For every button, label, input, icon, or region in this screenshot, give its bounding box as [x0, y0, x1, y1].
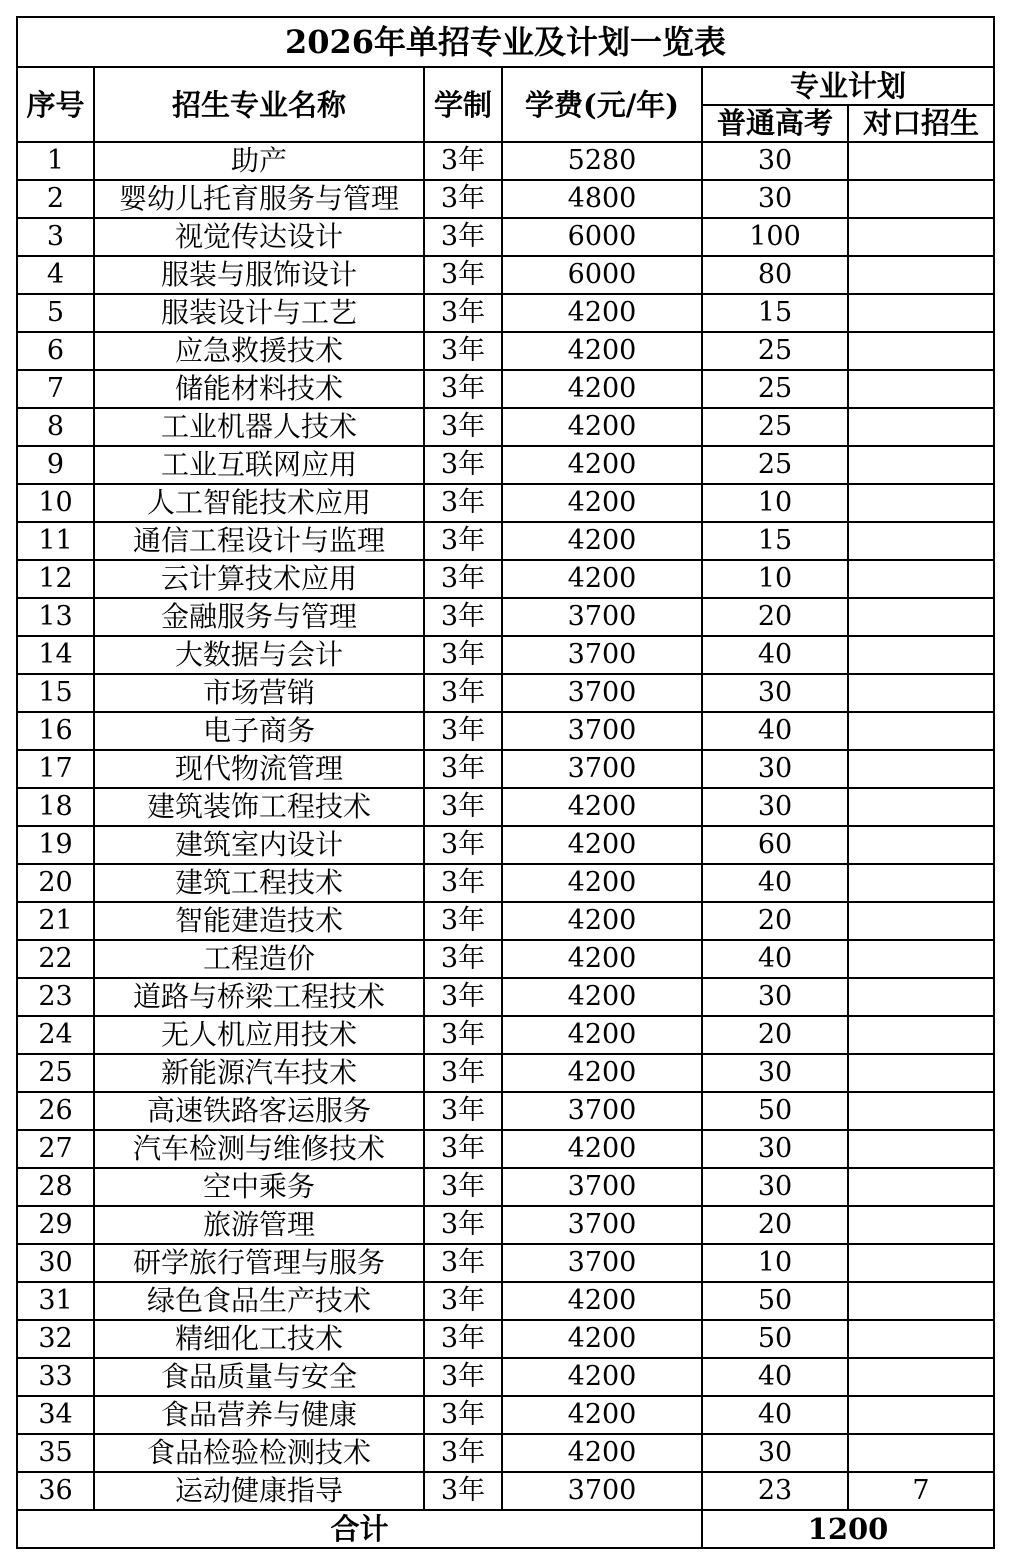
cell-plan-vocational [848, 484, 994, 522]
cell-fee: 3700 [502, 598, 702, 636]
cell-plan-vocational [848, 1320, 994, 1358]
cell-major: 人工智能技术应用 [94, 484, 424, 522]
header-plan-general: 普通高考 [702, 105, 848, 142]
cell-seq: 30 [17, 1244, 94, 1282]
cell-seq: 16 [17, 712, 94, 750]
total-row [17, 1510, 994, 1548]
cell-seq: 11 [17, 522, 94, 560]
cell-fee: 4200 [502, 560, 702, 598]
table-row [17, 826, 994, 864]
table-row [17, 1282, 994, 1320]
cell-fee: 6000 [502, 256, 702, 294]
cell-seq: 36 [17, 1472, 94, 1510]
cell-seq: 25 [17, 1054, 94, 1092]
cell-major: 工业机器人技术 [94, 408, 424, 446]
cell-seq: 29 [17, 1206, 94, 1244]
cell-seq: 34 [17, 1396, 94, 1434]
cell-seq: 31 [17, 1282, 94, 1320]
cell-major: 旅游管理 [94, 1206, 424, 1244]
table-row [17, 1244, 994, 1282]
cell-plan-vocational [848, 446, 994, 484]
cell-duration: 3年 [424, 446, 502, 484]
cell-plan-vocational [848, 1206, 994, 1244]
cell-seq: 18 [17, 788, 94, 826]
cell-duration: 3年 [424, 1206, 502, 1244]
table-row [17, 332, 994, 370]
cell-duration: 3年 [424, 294, 502, 332]
cell-plan-general: 50 [702, 1092, 848, 1130]
table-row [17, 1130, 994, 1168]
cell-plan-vocational [848, 902, 994, 940]
cell-plan-general: 20 [702, 1016, 848, 1054]
title-row [17, 17, 994, 67]
cell-plan-vocational [848, 598, 994, 636]
cell-seq: 35 [17, 1434, 94, 1472]
cell-plan-general: 25 [702, 408, 848, 446]
table-row [17, 902, 994, 940]
cell-fee: 4200 [502, 446, 702, 484]
cell-duration: 3年 [424, 1244, 502, 1282]
cell-plan-vocational [848, 522, 994, 560]
cell-plan-general: 30 [702, 1168, 848, 1206]
cell-seq: 7 [17, 370, 94, 408]
cell-duration: 3年 [424, 1472, 502, 1510]
header-row [17, 67, 994, 105]
cell-major: 无人机应用技术 [94, 1016, 424, 1054]
table-row [17, 750, 994, 788]
cell-major: 研学旅行管理与服务 [94, 1244, 424, 1282]
cell-plan-vocational [848, 294, 994, 332]
cell-duration: 3年 [424, 864, 502, 902]
cell-seq: 5 [17, 294, 94, 332]
cell-seq: 14 [17, 636, 94, 674]
cell-major: 工程造价 [94, 940, 424, 978]
cell-major: 空中乘务 [94, 1168, 424, 1206]
cell-fee: 3700 [502, 1472, 702, 1510]
cell-plan-general: 20 [702, 902, 848, 940]
cell-plan-general: 40 [702, 1396, 848, 1434]
table-row [17, 484, 994, 522]
cell-major: 食品检验检测技术 [94, 1434, 424, 1472]
cell-duration: 3年 [424, 484, 502, 522]
cell-plan-vocational [848, 1054, 994, 1092]
cell-duration: 3年 [424, 180, 502, 218]
cell-duration: 3年 [424, 598, 502, 636]
table-row [17, 1320, 994, 1358]
cell-duration: 3年 [424, 1016, 502, 1054]
cell-seq: 8 [17, 408, 94, 446]
cell-seq: 28 [17, 1168, 94, 1206]
cell-plan-vocational [848, 674, 994, 712]
total-value: 1200 [702, 1510, 994, 1548]
cell-plan-vocational [848, 256, 994, 294]
cell-plan-vocational [848, 1434, 994, 1472]
cell-major: 运动健康指导 [94, 1472, 424, 1510]
cell-fee: 3700 [502, 1244, 702, 1282]
table-row [17, 788, 994, 826]
cell-seq: 3 [17, 218, 94, 256]
cell-fee: 3700 [502, 1092, 702, 1130]
cell-fee: 4200 [502, 1282, 702, 1320]
table-row [17, 636, 994, 674]
cell-major: 精细化工技术 [94, 1320, 424, 1358]
cell-plan-vocational [848, 180, 994, 218]
cell-seq: 10 [17, 484, 94, 522]
cell-duration: 3年 [424, 370, 502, 408]
cell-major: 储能材料技术 [94, 370, 424, 408]
cell-seq: 32 [17, 1320, 94, 1358]
cell-major: 高速铁路客运服务 [94, 1092, 424, 1130]
cell-duration: 3年 [424, 1358, 502, 1396]
header-major: 招生专业名称 [94, 67, 424, 142]
cell-duration: 3年 [424, 978, 502, 1016]
cell-major: 道路与桥梁工程技术 [94, 978, 424, 1016]
cell-major: 新能源汽车技术 [94, 1054, 424, 1092]
cell-fee: 4800 [502, 180, 702, 218]
cell-plan-vocational [848, 1092, 994, 1130]
table-row [17, 1016, 994, 1054]
cell-seq: 33 [17, 1358, 94, 1396]
cell-plan-general: 20 [702, 1206, 848, 1244]
table-row [17, 294, 994, 332]
table-row [17, 712, 994, 750]
table-row [17, 674, 994, 712]
cell-fee: 4200 [502, 484, 702, 522]
cell-seq: 12 [17, 560, 94, 598]
cell-plan-general: 50 [702, 1320, 848, 1358]
cell-plan-vocational [848, 978, 994, 1016]
cell-major: 服装设计与工艺 [94, 294, 424, 332]
cell-plan-general: 30 [702, 1054, 848, 1092]
cell-fee: 3700 [502, 674, 702, 712]
cell-major: 绿色食品生产技术 [94, 1282, 424, 1320]
cell-plan-general: 60 [702, 826, 848, 864]
cell-plan-general: 25 [702, 332, 848, 370]
cell-duration: 3年 [424, 1320, 502, 1358]
cell-fee: 4200 [502, 408, 702, 446]
cell-seq: 23 [17, 978, 94, 1016]
cell-duration: 3年 [424, 788, 502, 826]
cell-major: 应急救援技术 [94, 332, 424, 370]
table-row [17, 408, 994, 446]
cell-duration: 3年 [424, 408, 502, 446]
cell-plan-vocational [848, 940, 994, 978]
table-row [17, 864, 994, 902]
cell-duration: 3年 [424, 218, 502, 256]
cell-major: 汽车检测与维修技术 [94, 1130, 424, 1168]
cell-major: 建筑工程技术 [94, 864, 424, 902]
cell-fee: 3700 [502, 750, 702, 788]
cell-plan-general: 50 [702, 1282, 848, 1320]
cell-major: 食品营养与健康 [94, 1396, 424, 1434]
cell-fee: 4200 [502, 1054, 702, 1092]
cell-duration: 3年 [424, 1168, 502, 1206]
cell-plan-general: 30 [702, 750, 848, 788]
cell-fee: 4200 [502, 1396, 702, 1434]
cell-duration: 3年 [424, 256, 502, 294]
cell-plan-general: 40 [702, 712, 848, 750]
cell-plan-vocational [848, 826, 994, 864]
cell-duration: 3年 [424, 1396, 502, 1434]
cell-seq: 2 [17, 180, 94, 218]
cell-major: 通信工程设计与监理 [94, 522, 424, 560]
cell-plan-general: 20 [702, 598, 848, 636]
cell-plan-general: 100 [702, 218, 848, 256]
cell-duration: 3年 [424, 902, 502, 940]
cell-duration: 3年 [424, 712, 502, 750]
cell-fee: 5280 [502, 142, 702, 180]
cell-duration: 3年 [424, 1092, 502, 1130]
cell-plan-vocational [848, 218, 994, 256]
cell-major: 建筑室内设计 [94, 826, 424, 864]
cell-plan-vocational [848, 1358, 994, 1396]
table-row [17, 940, 994, 978]
cell-plan-general: 80 [702, 256, 848, 294]
table-row [17, 1358, 994, 1396]
cell-seq: 6 [17, 332, 94, 370]
cell-plan-vocational [848, 560, 994, 598]
cell-plan-general: 30 [702, 788, 848, 826]
table-row [17, 1434, 994, 1472]
cell-seq: 13 [17, 598, 94, 636]
cell-duration: 3年 [424, 1282, 502, 1320]
cell-plan-vocational [848, 750, 994, 788]
cell-fee: 4200 [502, 522, 702, 560]
cell-fee: 4200 [502, 1434, 702, 1472]
cell-duration: 3年 [424, 674, 502, 712]
header-fee: 学费(元/年) [502, 67, 702, 142]
cell-seq: 15 [17, 674, 94, 712]
table-row [17, 1396, 994, 1434]
cell-plan-general: 10 [702, 484, 848, 522]
cell-fee: 4200 [502, 940, 702, 978]
cell-fee: 4200 [502, 902, 702, 940]
cell-plan-general: 10 [702, 1244, 848, 1282]
cell-plan-vocational [848, 1016, 994, 1054]
cell-major: 现代物流管理 [94, 750, 424, 788]
cell-plan-vocational [848, 712, 994, 750]
cell-plan-vocational [848, 788, 994, 826]
cell-plan-general: 30 [702, 978, 848, 1016]
cell-fee: 4200 [502, 370, 702, 408]
cell-fee: 3700 [502, 1168, 702, 1206]
cell-plan-general: 30 [702, 1434, 848, 1472]
table-row [17, 1054, 994, 1092]
cell-fee: 4200 [502, 978, 702, 1016]
cell-duration: 3年 [424, 826, 502, 864]
cell-seq: 4 [17, 256, 94, 294]
cell-plan-general: 40 [702, 1358, 848, 1396]
header-duration: 学制 [424, 67, 502, 142]
cell-plan-vocational [848, 1168, 994, 1206]
total-label: 合计 [17, 1510, 702, 1548]
cell-seq: 19 [17, 826, 94, 864]
table-row [17, 522, 994, 560]
cell-seq: 20 [17, 864, 94, 902]
table-row [17, 1092, 994, 1130]
header-plan-vocational: 对口招生 [848, 105, 994, 142]
cell-major: 食品质量与安全 [94, 1358, 424, 1396]
cell-plan-general: 30 [702, 674, 848, 712]
cell-major: 助产 [94, 142, 424, 180]
table-row [17, 1206, 994, 1244]
cell-major: 服装与服饰设计 [94, 256, 424, 294]
cell-major: 工业互联网应用 [94, 446, 424, 484]
table-row [17, 446, 994, 484]
table-row [17, 1168, 994, 1206]
cell-plan-vocational [848, 370, 994, 408]
cell-plan-general: 30 [702, 142, 848, 180]
cell-fee: 4200 [502, 1016, 702, 1054]
header-plan: 专业计划 [702, 67, 994, 105]
cell-duration: 3年 [424, 636, 502, 674]
cell-seq: 27 [17, 1130, 94, 1168]
cell-duration: 3年 [424, 522, 502, 560]
cell-fee: 4200 [502, 788, 702, 826]
cell-seq: 1 [17, 142, 94, 180]
cell-plan-general: 10 [702, 560, 848, 598]
cell-major: 视觉传达设计 [94, 218, 424, 256]
cell-fee: 4200 [502, 332, 702, 370]
cell-plan-general: 15 [702, 294, 848, 332]
cell-plan-general: 30 [702, 1130, 848, 1168]
cell-fee: 3700 [502, 636, 702, 674]
cell-duration: 3年 [424, 1054, 502, 1092]
table-title: 2026年单招专业及计划一览表 [17, 17, 994, 67]
cell-major: 智能建造技术 [94, 902, 424, 940]
cell-plan-vocational [848, 332, 994, 370]
cell-duration: 3年 [424, 940, 502, 978]
cell-plan-general: 23 [702, 1472, 848, 1510]
cell-plan-general: 40 [702, 636, 848, 674]
cell-fee: 3700 [502, 1206, 702, 1244]
cell-duration: 3年 [424, 1130, 502, 1168]
cell-plan-vocational [848, 1130, 994, 1168]
cell-major: 电子商务 [94, 712, 424, 750]
cell-duration: 3年 [424, 560, 502, 598]
table-row [17, 1472, 994, 1510]
table-row [17, 370, 994, 408]
cell-plan-vocational [848, 408, 994, 446]
cell-seq: 26 [17, 1092, 94, 1130]
cell-seq: 22 [17, 940, 94, 978]
table-row [17, 218, 994, 256]
cell-fee: 4200 [502, 1130, 702, 1168]
table-row [17, 256, 994, 294]
cell-plan-vocational [848, 1396, 994, 1434]
cell-seq: 21 [17, 902, 94, 940]
cell-fee: 4200 [502, 1358, 702, 1396]
cell-plan-vocational [848, 1282, 994, 1320]
header-seq: 序号 [17, 67, 94, 142]
cell-plan-general: 15 [702, 522, 848, 560]
cell-seq: 9 [17, 446, 94, 484]
cell-duration: 3年 [424, 1434, 502, 1472]
cell-plan-vocational: 7 [848, 1472, 994, 1510]
cell-duration: 3年 [424, 332, 502, 370]
cell-major: 金融服务与管理 [94, 598, 424, 636]
cell-plan-general: 25 [702, 370, 848, 408]
cell-plan-general: 40 [702, 864, 848, 902]
cell-plan-general: 25 [702, 446, 848, 484]
cell-fee: 4200 [502, 864, 702, 902]
cell-major: 建筑装饰工程技术 [94, 788, 424, 826]
cell-duration: 3年 [424, 750, 502, 788]
table-row [17, 180, 994, 218]
cell-major: 云计算技术应用 [94, 560, 424, 598]
cell-plan-general: 30 [702, 180, 848, 218]
cell-seq: 17 [17, 750, 94, 788]
table-row [17, 142, 994, 180]
cell-major: 大数据与会计 [94, 636, 424, 674]
cell-seq: 24 [17, 1016, 94, 1054]
cell-fee: 4200 [502, 1320, 702, 1358]
cell-fee: 4200 [502, 294, 702, 332]
cell-plan-vocational [848, 1244, 994, 1282]
table-row [17, 978, 994, 1016]
enrollment-plan-table [16, 16, 995, 1549]
cell-plan-vocational [848, 864, 994, 902]
cell-major: 婴幼儿托育服务与管理 [94, 180, 424, 218]
cell-plan-vocational [848, 636, 994, 674]
table-row [17, 560, 994, 598]
cell-major: 市场营销 [94, 674, 424, 712]
cell-fee: 4200 [502, 826, 702, 864]
cell-fee: 6000 [502, 218, 702, 256]
cell-duration: 3年 [424, 142, 502, 180]
cell-plan-vocational [848, 142, 994, 180]
cell-fee: 3700 [502, 712, 702, 750]
cell-plan-general: 40 [702, 940, 848, 978]
table-row [17, 598, 994, 636]
